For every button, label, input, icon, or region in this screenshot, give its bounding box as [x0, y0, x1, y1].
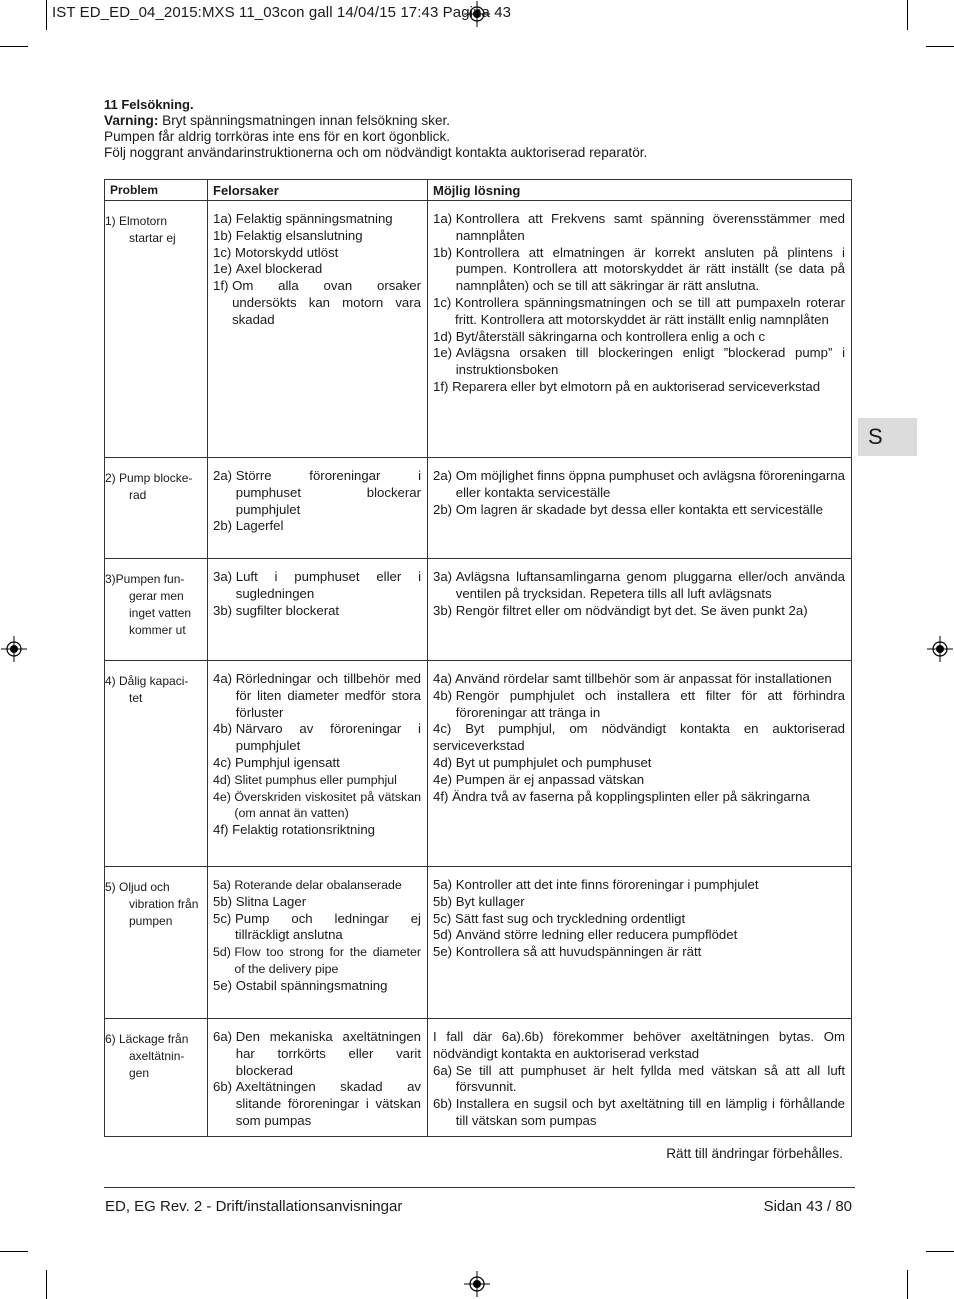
item-text: Använd större ledning eller reducera pumpflödet [455, 927, 738, 943]
item-text: Rengör pumphjulet och installera ett filter för att förhindra föroreningar att tränga in [455, 687, 845, 720]
table-row [105, 559, 852, 661]
item-code: 1f) [433, 378, 453, 394]
table-row [105, 201, 852, 458]
item-code: 5d) [213, 945, 235, 960]
item-code: 6a) [213, 1029, 236, 1044]
registration-mark-icon [927, 636, 953, 662]
cause-item [213, 755, 421, 772]
item-text: Om alla ovan orsaker undersökts kan motorn vara skadad [232, 278, 421, 327]
item-code: 5b) [213, 893, 236, 909]
item-text: Pumphjul igensatt [234, 754, 340, 770]
footer-doc-title: ED, EG Rev. 2 - Drift/installationsanvisningar [105, 1198, 403, 1215]
item-code: 1b) [433, 244, 456, 260]
solution-item: 4c) Byt pumphjul, om nödvändigt kontakta en auktoriserad serviceverkstad [433, 721, 845, 754]
item-text: Den mekaniska axeltätningen har torrkörts eller varit blockerad [235, 1029, 421, 1078]
cause-item [213, 911, 421, 945]
solutions-cell [428, 1019, 852, 1137]
item-text: Motorskydd utlöst [234, 244, 339, 260]
cause-item [213, 468, 421, 518]
item-code: 4e) [213, 789, 235, 804]
crop-mark [926, 1251, 954, 1252]
item-code: 2a) [433, 468, 456, 483]
cause-item [213, 877, 421, 894]
crop-mark [0, 46, 28, 47]
solutions-cell [428, 559, 852, 661]
item-code: 1e) [213, 261, 236, 277]
solution-item [433, 755, 845, 772]
item-text: Ändra två av faserna på kopplingsplinten eller på säkringarna [452, 788, 810, 804]
problem-label: 6) Läckage från axeltätnin-gen [105, 1032, 189, 1080]
column-header-problem: Problem [105, 180, 208, 201]
item-code: 5a) [213, 878, 235, 892]
item-code: 5a) [433, 877, 456, 892]
table-row [105, 867, 852, 1019]
item-code: 1c) [433, 294, 455, 310]
item-text: Överskriden viskositet på vätskan (om annat än vatten) [234, 789, 421, 821]
item-code: 4b) [433, 687, 456, 703]
cause-item [213, 518, 421, 535]
causes-cell [208, 1019, 428, 1137]
problem-label: 5) Oljud och vibration från pumpen [105, 880, 199, 928]
footer-divider [104, 1187, 855, 1188]
item-code: 1a) [213, 211, 236, 226]
solution-item [433, 502, 845, 519]
solutions-cell [428, 661, 852, 867]
crop-mark [46, 0, 47, 30]
item-text: Närvaro av föroreningar i pumphjulet [235, 721, 421, 754]
item-text: Byt/återställ säkringarna och kontrollera enlig a och c [455, 328, 766, 344]
item-code: 5c) [433, 910, 455, 926]
item-text: Sätt fast sug och tryckledning ordentligt [454, 910, 686, 926]
item-code: 1c) [213, 244, 235, 260]
cause-item [213, 1029, 421, 1079]
solution-item [433, 379, 845, 396]
item-code: 3a) [213, 569, 236, 584]
solution-item [433, 911, 845, 928]
cause-item [213, 261, 421, 278]
item-text: Flow too strong for the diameter of the delivery pipe [234, 945, 421, 976]
item-text: Pumpen är ej anpassad vätskan [455, 771, 645, 787]
item-code: 5e) [213, 977, 236, 993]
item-text: sugfilter blockerat [235, 602, 340, 618]
solution-item [433, 603, 845, 620]
problem-label: 3)Pumpen fun-gerar men inget vatten kommer ut [105, 572, 192, 637]
item-text: Om möjlighet finns öppna pumphuset och avlägsna föroreningarna eller kontakta serviceställe [455, 468, 846, 500]
item-code: 4f) [213, 822, 233, 838]
item-text: Byt kullager [455, 893, 525, 909]
solution-item [433, 295, 845, 329]
causes-cell [208, 867, 428, 1019]
crop-mark [0, 1251, 28, 1252]
cause-item [213, 789, 421, 823]
item-text: Kontrollera spänningsmatningen och se till att pumpaxeln roterar fritt. Kontrollera att motorskyddet är rätt inställt enlig namnplåten [454, 294, 845, 327]
cause-item [213, 822, 421, 839]
warning-text: Bryt spänningsmatningen innan felsökning sker. [158, 113, 451, 128]
cause-item [213, 569, 421, 603]
item-text: Ostabil spänningsmatning [235, 977, 388, 993]
solution-item: I fall där 6a).6b) förekommer behöver axeltätningen bytas. Om nödvändigt kontakta en auktoriserad verkstad [433, 1029, 845, 1061]
solution-item [433, 877, 845, 894]
solution-item [433, 345, 845, 379]
language-tab: S [858, 418, 917, 456]
intro-section [104, 97, 864, 161]
item-code: 1e) [433, 345, 456, 361]
intro-line-3: Följ noggrant användarinstruktionerna och om nödvändigt kontakta auktoriserad reparatör. [104, 145, 648, 160]
problem-cell [105, 559, 208, 661]
item-code: 4b) [213, 721, 236, 737]
item-text: Kontrollera att Frekvens samt spänning överensstämmer med namnplåten [455, 211, 845, 243]
solutions-cell [428, 867, 852, 1019]
solution-item [433, 789, 845, 806]
footer-page-number: Sidan 43 / 80 [763, 1198, 852, 1215]
column-header-solutions: Möjlig lösning [428, 180, 852, 201]
item-code: 1b) [213, 227, 236, 243]
item-text: Axel blockerad [235, 261, 323, 277]
cause-item [213, 245, 421, 262]
item-text: Slitna Lager [235, 893, 307, 909]
registration-mark-icon [464, 1271, 490, 1297]
item-text: Om lagren är skadade byt dessa eller kontakta ett serviceställe [455, 501, 823, 517]
problem-cell [105, 201, 208, 458]
solutions-cell [428, 201, 852, 458]
item-code: 2b) [213, 518, 236, 534]
solution-item [433, 688, 845, 722]
problem-label: 4) Dålig kapaci-tet [105, 674, 189, 705]
causes-cell [208, 201, 428, 458]
table-row [105, 458, 852, 559]
warning-label: Varning: [104, 113, 159, 128]
item-code: 4d) [433, 754, 456, 770]
solution-item [433, 944, 845, 961]
item-text: Större föroreningar i pumphuset blockerar pumphjulet [235, 468, 421, 517]
table-header-row [105, 180, 852, 201]
item-text: Axeltätningen skadad av slitande föroreningar i vätskan som pumpas [235, 1079, 421, 1128]
problem-label: 2) Pump blocke-rad [105, 471, 193, 502]
revision-note: Rätt till ändringar förbehålles. [666, 1146, 843, 1161]
crop-mark [46, 1270, 47, 1299]
registration-mark-icon [1, 636, 27, 662]
solution-item [433, 894, 845, 911]
item-code: 5c) [213, 910, 235, 926]
item-code: 6b) [433, 1096, 456, 1112]
causes-cell [208, 661, 428, 867]
item-text: Kontrollera att elmatningen är korrekt ansluten på plintens i pumpen. Kontrollera att motorskyddet är rätt inställt (se data på namnplåten) och se till att säkringar är rätt anslutna. [455, 244, 845, 294]
cause-item [213, 278, 421, 328]
item-text: Se till att pumphuset är helt fyllda med vätskan så att all luft försvunnit. [455, 1062, 845, 1095]
item-code: 3a) [433, 569, 456, 584]
item-text: Felaktig rotationsriktning [232, 822, 375, 838]
section-title: 11 Felsökning. [104, 97, 194, 112]
causes-cell [208, 458, 428, 559]
intro-line-2: Pumpen får aldrig torrköras inte ens för en kort ögonblick. [104, 129, 451, 144]
crop-mark [907, 1270, 908, 1299]
item-code: 6b) [213, 1079, 236, 1095]
cause-item [213, 944, 421, 978]
solution-item [433, 468, 845, 502]
cause-item [213, 721, 421, 755]
item-text: Avlägsna luftansamlingarna genom pluggarna eller/och använda ventilen på trycksidan. Repetera tills all luft avlägsnats [455, 569, 845, 601]
warning-line [104, 113, 864, 129]
item-text: Felaktig elsanslutning [235, 227, 363, 243]
table-body [105, 201, 852, 1137]
item-code: 6a) [433, 1062, 456, 1078]
cause-item [213, 1079, 421, 1129]
causes-cell [208, 559, 428, 661]
solution-item [433, 569, 845, 603]
item-text: Kontrollera så att huvudspänningen är rätt [455, 944, 702, 960]
item-code: 2a) [213, 468, 236, 483]
print-slug: IST ED_ED_04_2015:MXS 11_03con gall 14/04/15 17:43 Pagina 43 [52, 4, 512, 21]
item-code: 1d) [433, 328, 456, 344]
solution-item [433, 329, 845, 346]
cause-item [213, 978, 421, 995]
troubleshooting-table [104, 179, 852, 1137]
solution-item [433, 772, 845, 789]
crop-mark [926, 46, 954, 47]
item-code: 5b) [433, 893, 456, 909]
cause-item [213, 772, 421, 789]
table-row [105, 1019, 852, 1137]
item-code: 1f) [213, 278, 233, 294]
item-code: 3b) [213, 602, 236, 618]
item-text: Luft i pumphuset eller i sugledningen [235, 569, 421, 601]
item-text: Rörledningar och tillbehör med för liten diameter medför stora förluster [235, 671, 421, 720]
item-text: Installera en sugsil och byt axeltätning till en lämplig i förhållande till vätskan som pumpas [455, 1096, 845, 1128]
solution-item: 4a) Använd rördelar samt tillbehör som är anpassat för installationen [433, 671, 832, 686]
problem-label: 1) Elmotorn startar ej [105, 214, 176, 245]
item-code: 4c) [213, 754, 235, 770]
item-text: Pump och ledningar ej tillräckligt anslutna [234, 910, 421, 943]
item-code: 2b) [433, 501, 456, 517]
solution-item [433, 245, 845, 295]
item-code: 3b) [433, 602, 456, 618]
solution-item [433, 211, 845, 245]
item-text: Roterande delar obalanserade [234, 878, 402, 892]
cause-item [213, 894, 421, 911]
item-code: 4e) [433, 771, 456, 787]
problem-cell [105, 458, 208, 559]
item-text: Byt ut pumphjulet och pumphuset [455, 754, 652, 770]
item-text: Reparera eller byt elmotorn på en auktoriserad serviceverkstad [452, 378, 821, 394]
crop-mark [907, 0, 908, 30]
cause-item [213, 671, 421, 721]
solution-item [433, 927, 845, 944]
cause-item [213, 228, 421, 245]
item-code: 1a) [433, 211, 456, 226]
item-text: Lagerfel [235, 518, 284, 534]
problem-cell [105, 1019, 208, 1137]
item-code: 5e) [433, 944, 456, 960]
solution-item [433, 1096, 845, 1130]
item-text: Rengör filtret eller om nödvändigt byt det. Se även punkt 2a) [455, 602, 808, 618]
item-text: Avlägsna orsaken till blockeringen enligt ”blockerad pump” i instruktionsboken [455, 345, 845, 378]
table-row [105, 661, 852, 867]
item-code: 4d) [213, 772, 235, 787]
solutions-cell [428, 458, 852, 559]
cause-item [213, 211, 421, 228]
problem-cell [105, 867, 208, 1019]
problem-cell [105, 661, 208, 867]
cause-item [213, 603, 421, 620]
item-text: Felaktig spänningsmatning [235, 211, 393, 226]
item-text: Slitet pumphus eller pumphjul [234, 772, 397, 787]
item-code: 4f) [433, 788, 453, 804]
item-code: 5d) [433, 927, 456, 943]
solution-item [433, 1063, 845, 1097]
column-header-causes: Felorsaker [208, 180, 428, 201]
item-code: 4a) [213, 671, 236, 686]
item-text: Kontroller att det inte finns föroreningar i pumphjulet [455, 877, 759, 892]
